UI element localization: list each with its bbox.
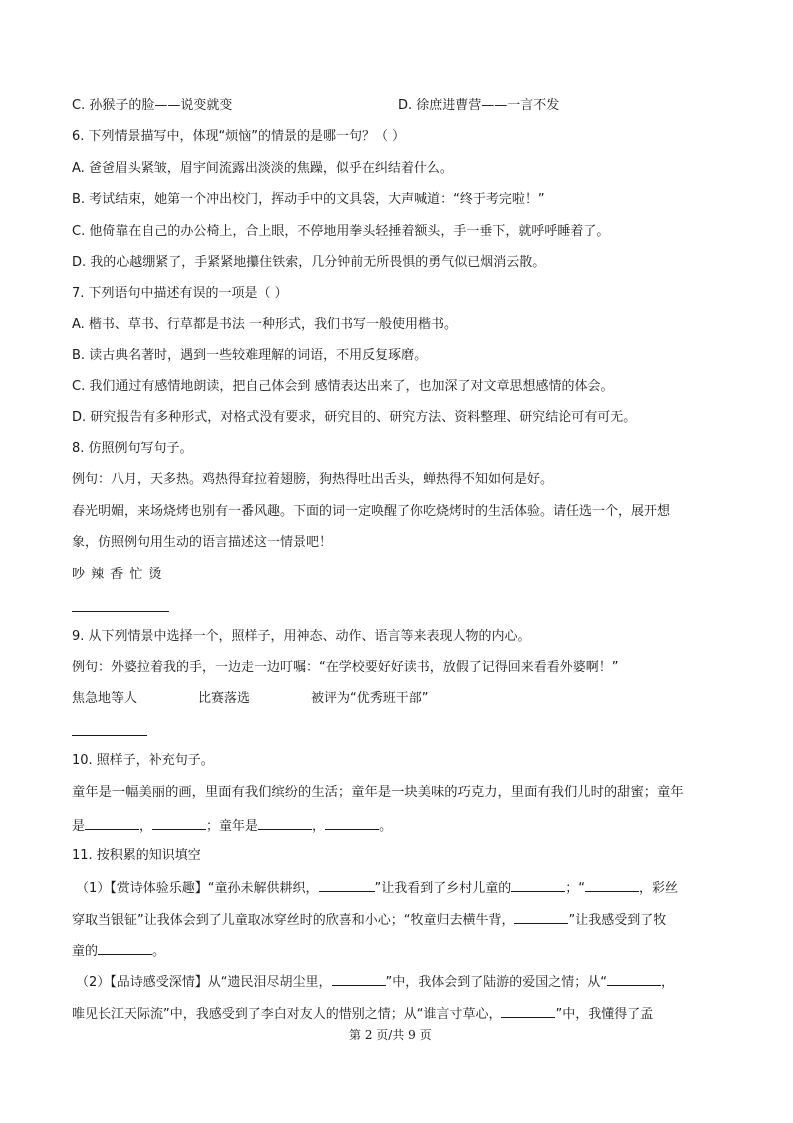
q7-option-b: B. 读古典名著时，遇到一些较难理解的词语，不用反复琢磨。 — [72, 348, 428, 363]
q10-comma-1: ， — [139, 819, 153, 834]
q8-stem: 8. 仿照例句写句子。 — [72, 441, 193, 456]
q11-part1-line3 — [72, 942, 165, 960]
q7-option-c: C. 我们通过有感情地朗读，把自己体会到 感情表达出来了，也加深了对文章思想感情的体会。 — [72, 379, 614, 394]
q11-p1-f: ”让我感受到了牧 — [568, 913, 667, 928]
q11-p1-g: 童的 — [72, 944, 99, 959]
q11-p1-h: 。 — [152, 944, 166, 959]
q10-blank-1[interactable] — [85, 817, 139, 830]
q11-p1-blank-3[interactable] — [585, 879, 639, 892]
q11-p2-d: 唯见长江天际流”中，我感受到了李白对友人的惜别之情；从“谁言寸草心， — [72, 1007, 502, 1022]
q10-example-line: 童年是一幅美丽的画，里面有我们缤纷的生活；童年是一块美味的巧克力，里面有我们儿时的甜蜜；童年 — [72, 785, 684, 800]
page-number: 第 2 页/共 9 页 — [349, 1028, 432, 1042]
q11-p1-b: ”让我看到了乡村儿童的 — [374, 881, 512, 896]
q11-part1-line2 — [72, 911, 666, 929]
q6-option-c: C. 他倚靠在自己的办公椅上，合上眼，不停地用拳头轻捶着额头，手一垂下，就呼呼睡着了。 — [72, 224, 610, 239]
q5-option-c: C. 孙猴子的脸——说变就变 — [72, 98, 233, 113]
q11-p2-blank-3[interactable] — [501, 1005, 555, 1018]
q10-blank-4[interactable] — [325, 817, 379, 830]
q6-option-d: D. 我的心越绷紧了，手紧紧地攥住铁索，几分钟前无所畏惧的勇气似已烟消云散。 — [72, 255, 546, 270]
q11-p2-b: ”中，我体会到了陆游的爱国之情；从“ — [385, 975, 607, 990]
q8-example: 例句：八月，天多热。鸡热得耷拉着翅膀，狗热得吐出舌头，蝉热得不知如何是好。 — [72, 472, 554, 487]
q11-p1-blank-2[interactable] — [511, 879, 565, 892]
q11-part2-line1 — [76, 973, 674, 991]
q8-word-choices: 吵 辣 香 忙 烫 — [72, 567, 163, 582]
q11-part2-line2 — [72, 1005, 653, 1023]
q10-blank-2[interactable] — [152, 817, 206, 830]
q11-p2-e: ”中，我懂得了孟 — [555, 1007, 654, 1022]
q9-stem: 9. 从下列情景中选择一个，照样子，用神态、动作、语言等来表现人物的内心。 — [72, 629, 531, 644]
q11-p2-blank-1[interactable] — [332, 973, 386, 986]
q11-p1-blank-4[interactable] — [514, 911, 568, 924]
q11-p1-blank-5[interactable] — [98, 942, 152, 955]
q11-p2-blank-2[interactable] — [607, 973, 661, 986]
q9-choice-2: 比赛落选 — [198, 691, 251, 706]
q7-option-a: A. 楷书、草书、行草都是书法 一种形式，我们书写一般使用楷书。 — [72, 317, 458, 332]
q5-option-d: D. 徐庶进曹营——一言不发 — [398, 98, 560, 113]
q11-p1-c: ；“ — [565, 881, 586, 896]
q6-stem: 6. 下列情景描写中，体现“烦恼”的情景的是哪一句？（ ） — [72, 129, 406, 144]
q10-blank-3[interactable] — [258, 817, 312, 830]
q9-choice-1: 焦急地等人 — [72, 691, 138, 706]
q10-fill-line — [72, 817, 392, 835]
q9-choice-3: 被评为“优秀班干部” — [311, 691, 429, 706]
q11-p1-blank-1[interactable] — [319, 879, 375, 892]
q7-stem: 7. 下列语句中描述有误的一项是（ ） — [72, 286, 288, 301]
q11-part1-line1 — [76, 879, 678, 897]
q8-answer-line[interactable] — [72, 611, 169, 612]
q11-p1-e: 穿取当银钲”让我体会到了儿童取冰穿丝时的欣喜和小心；“牧童归去横牛背， — [72, 913, 515, 928]
q10-stem: 10. 照样子，补充句子。 — [72, 753, 214, 768]
q10-comma-2: ， — [312, 819, 326, 834]
q9-answer-line[interactable] — [72, 735, 147, 736]
q10-text-end: 。 — [379, 819, 393, 834]
q11-p1-a: （1）【赏诗体验乐趣】“童孙未解供耕织， — [76, 881, 319, 896]
q10-text-a: 是 — [72, 819, 86, 834]
q10-text-mid: ；童年是 — [206, 819, 259, 834]
q9-example: 例句：外婆拉着我的手，一边走一边叮嘱：“在学校要好好读书，放假了记得回来看看外婆啊！” — [72, 660, 619, 675]
q11-p2-c: ， — [661, 975, 675, 990]
q11-stem: 11. 按积累的知识填空 — [72, 848, 201, 863]
q6-option-b: B. 考试结束，她第一个冲出校门，挥动手中的文具袋，大声喊道：“终于考完啦！” — [72, 192, 545, 207]
q6-option-a: A. 爸爸眉头紧皱，眉宇间流露出淡淡的焦躁，似乎在纠结着什么。 — [72, 161, 453, 176]
q11-p1-d: ，彩丝 — [639, 881, 679, 896]
q7-option-d: D. 研究报告有多种形式，对格式没有要求，研究目的、研究方法、资料整理、研究结论可有可无。 — [72, 410, 637, 425]
q8-prompt-line1: 春光明媚，来场烧烤也别有一番风趣。下面的词一定唤醒了你吃烧烤时的生活体验。请任选一个，展开想 — [72, 504, 671, 519]
q11-p2-a: （2）【品诗感受深情】从“遗民泪尽胡尘里， — [76, 975, 332, 990]
q8-prompt-line2: 象，仿照例句用生动的语言描述这一情景吧！ — [72, 535, 333, 550]
